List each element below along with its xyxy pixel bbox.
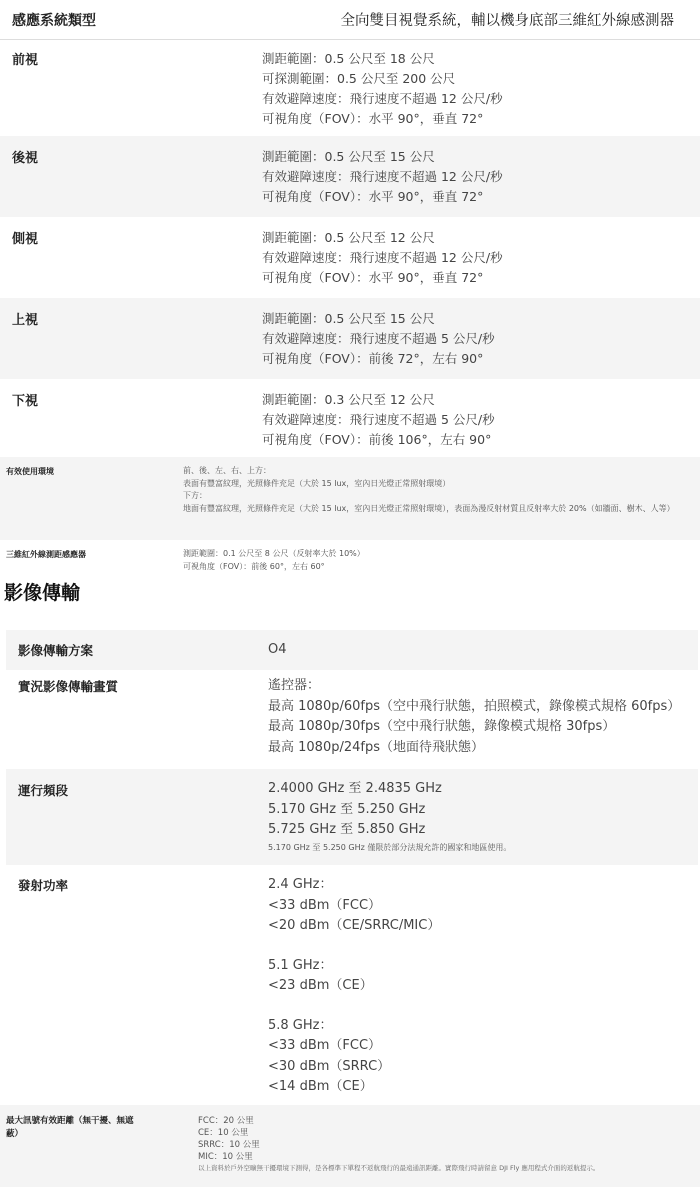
spec-line: 可視角度（FOV）：水平 90°，垂直 72° — [262, 189, 484, 204]
sensing-type-row — [0, 0, 700, 40]
range-value — [198, 1115, 599, 1187]
range-row — [0, 1105, 700, 1187]
power-value — [268, 875, 440, 1105]
spec-line: 5.8 GHz： — [268, 1017, 333, 1033]
spec-line: 有效避障速度：飛行速度不超過 5 公尺/秒 — [262, 412, 495, 427]
spec-line: 2.4 GHz： — [268, 877, 333, 892]
band-row — [6, 769, 698, 865]
spec-line: 有效避障速度：飛行速度不超過 12 公尺/秒 — [262, 91, 503, 106]
power-label: 發射功率 — [18, 878, 69, 893]
spec-line: 5.170 GHz 至 5.250 GHz — [268, 801, 426, 817]
spec-line: 下方： — [183, 491, 207, 500]
range-label — [0, 1115, 198, 1187]
band-value — [268, 779, 511, 865]
env-label: 有效使用環境 — [6, 467, 54, 476]
quality-label: 實況影像傳輸畫質 — [18, 679, 119, 694]
range-label-line: 蔽） — [6, 1129, 24, 1139]
quality-value — [268, 676, 680, 769]
upward-label: 上視 — [12, 313, 39, 328]
spec-line: 測距範圍：0.5 公尺至 18 公尺 — [262, 51, 435, 66]
spec-line: 測距範圍：0.5 公尺至 15 公尺 — [262, 311, 435, 326]
spec-line: 前、後、左、右、上方： — [183, 466, 271, 475]
downward-value — [262, 390, 495, 457]
spec-line: <23 dBm（CE） — [268, 978, 373, 993]
backward-label: 後視 — [12, 151, 39, 166]
backward-value — [262, 147, 503, 217]
spec-line: 有效避障速度：飛行速度不超過 12 公尺/秒 — [262, 250, 503, 265]
scheme-value: O4 — [268, 641, 287, 657]
section-title: 影像傳輸 — [4, 582, 81, 604]
forward-row — [0, 40, 700, 136]
downward-label: 下視 — [12, 394, 39, 409]
spec-line: CE：10 公里 — [198, 1128, 249, 1138]
sensing-type-value: 全向雙目視覺系統，輔以機身底部三維紅外線感測器 — [340, 13, 674, 29]
spec-line: 有效避障速度：飛行速度不超過 5 公尺/秒 — [262, 331, 495, 346]
spec-line: 可視角度（FOV）：水平 90°，垂直 72° — [262, 111, 484, 126]
spec-line: 可視角度（FOV）：前後 60°，左右 60° — [183, 561, 325, 571]
spec-line: 表面有豐富紋理，光照條件充足（大於 15 lux，室內日光燈正常照射環境） — [183, 478, 451, 488]
lateral-label: 側視 — [12, 232, 39, 247]
spacer — [268, 997, 440, 1016]
lateral-value — [262, 228, 503, 298]
sensing-section — [0, 0, 700, 580]
band-note: 5.170 GHz 至 5.250 GHz 僅限於部分法規允許的國家和地區使用。 — [268, 842, 512, 852]
sensing-type-label: 感應系統類型 — [12, 12, 96, 29]
backward-row — [0, 136, 700, 217]
forward-label: 前視 — [12, 53, 39, 68]
env-row — [0, 457, 700, 540]
spec-line: 最高 1080p/24fps（地面待飛狀態） — [268, 739, 484, 755]
spec-line: 測距範圍：0.5 公尺至 15 公尺 — [262, 149, 435, 164]
range-footnote: 以上資料於戶外空曠無干擾環境下測得，是各標準下單程不返航飛行的最遠通訊距離。實際飛行時請留意 DJI Fly 應用程式介面的返航提示。 — [198, 1164, 600, 1172]
spec-line: <14 dBm（CE） — [268, 1079, 373, 1094]
spec-line: <33 dBm（FCC） — [268, 897, 382, 913]
spec-line: SRRC：10 公里 — [198, 1140, 260, 1150]
spec-line: 可探測範圍：0.5 公尺至 200 公尺 — [262, 71, 456, 86]
spec-line: 可視角度（FOV）：前後 106°，左右 90° — [262, 432, 492, 447]
spec-line: 5.1 GHz： — [268, 957, 333, 973]
spec-line: 測距範圍：0.3 公尺至 12 公尺 — [262, 392, 435, 407]
upward-row — [0, 298, 700, 379]
spec-line: <30 dBm（SRRC） — [268, 1058, 391, 1074]
band-label: 運行頻段 — [18, 783, 69, 798]
ir-label: 三維紅外線測距感應器 — [6, 550, 86, 559]
env-value — [183, 457, 693, 540]
range-label-line: 最大訊號有效距離（無干擾、無遮 — [6, 1116, 134, 1126]
spec-line: 遙控器： — [268, 678, 321, 693]
spec-line: 2.4000 GHz 至 2.4835 GHz — [268, 781, 442, 796]
spec-line: <20 dBm（CE/SRRC/MIC） — [268, 918, 441, 933]
ir-value — [183, 540, 693, 580]
spacer — [268, 937, 440, 956]
spec-line: 最高 1080p/30fps（空中飛行狀態，錄像模式規格 30fps） — [268, 719, 616, 734]
spec-line: <33 dBm（FCC） — [268, 1038, 382, 1053]
video-section — [0, 630, 700, 1187]
scheme-label: 影像傳輸方案 — [18, 643, 94, 658]
spec-line: 5.725 GHz 至 5.850 GHz — [268, 822, 426, 837]
spec-line: 可視角度（FOV）：前後 72°，左右 90° — [262, 351, 484, 366]
spec-line: 測距範圍：0.1 公尺至 8 公尺（反射率大於 10%） — [183, 549, 365, 558]
forward-value — [262, 49, 503, 136]
lateral-row — [0, 217, 700, 298]
power-row — [6, 865, 698, 1105]
spec-line: 有效避障速度：飛行速度不超過 12 公尺/秒 — [262, 169, 503, 184]
downward-row — [0, 379, 700, 457]
quality-row — [6, 670, 698, 769]
ir-row — [0, 540, 700, 580]
spec-line: 測距範圍：0.5 公尺至 12 公尺 — [262, 230, 435, 245]
spec-line: 最高 1080p/60fps（空中飛行狀態，拍照模式，錄像模式規格 60fps） — [268, 698, 681, 714]
spec-line: 可視角度（FOV）：水平 90°，垂直 72° — [262, 270, 484, 285]
spec-line: 地面有豐富紋理，光照條件充足（大於 15 lux，室內日光燈正常照射環境），表面為漫反射材質且反射率大於 20%（如牆面、樹木、人等） — [183, 503, 675, 513]
spec-line: MIC：10 公里 — [198, 1152, 253, 1162]
upward-value — [262, 309, 495, 379]
scheme-row — [6, 630, 698, 670]
spec-line: FCC：20 公里 — [198, 1116, 254, 1126]
